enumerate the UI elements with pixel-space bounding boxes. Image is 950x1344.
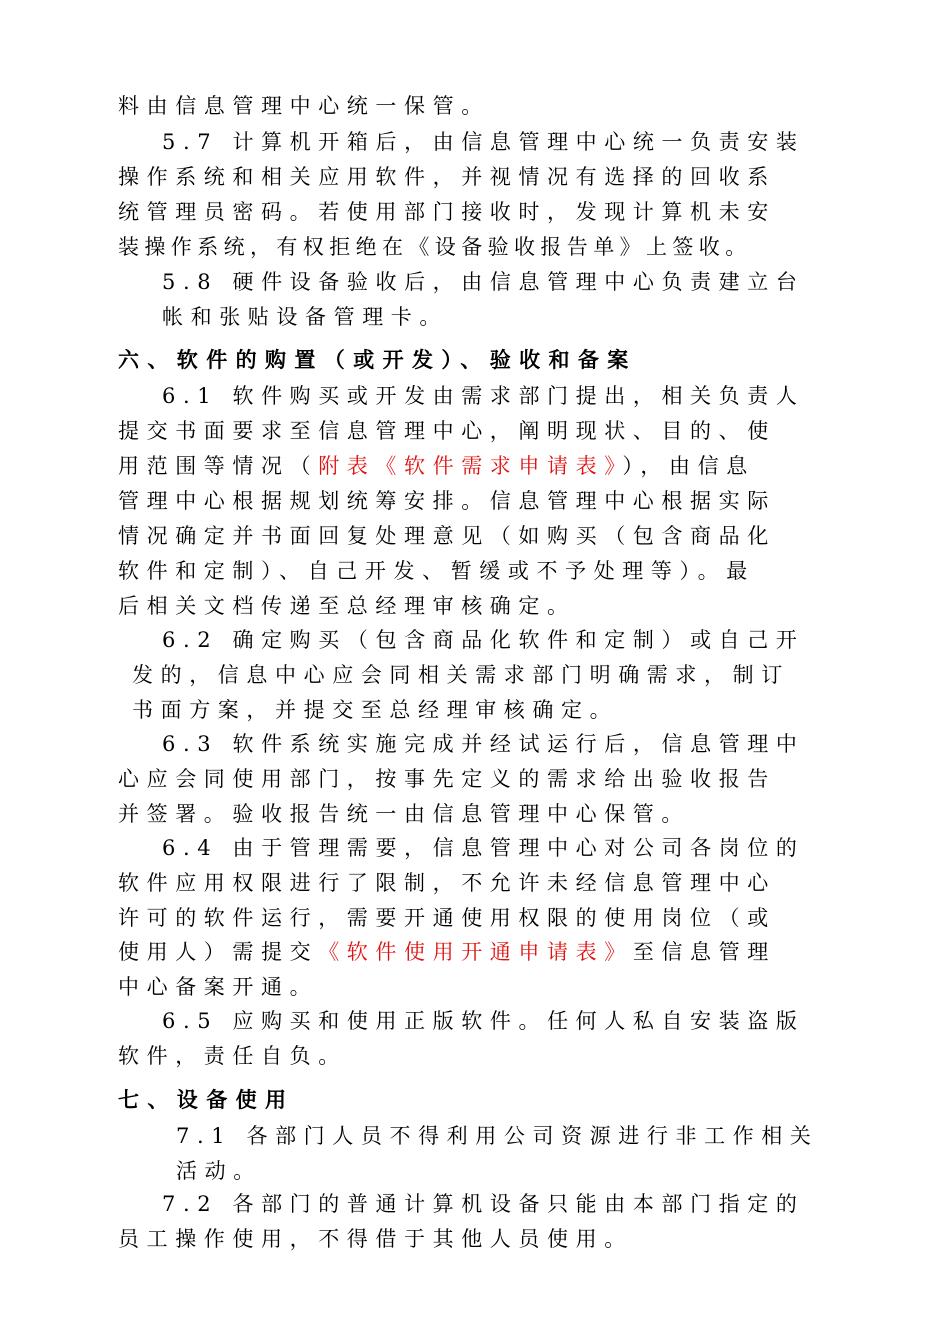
s6-3-line-2: 心应会同使用部门，按事先定义的需求给出验收报告 [118,767,776,791]
s5-8-line-2: 帐和张贴设备管理卡。 [162,305,448,329]
s6-5-line-1: 6.5 应购买和使用正版软件。任何人私自安装盗版 [162,1009,805,1033]
s6-2-line-2: 发的，信息中心应会同相关需求部门明确需求，制订 [132,663,790,687]
s6-3-line-3: 并签署。验收报告统一由信息管理中心保管。 [118,802,690,826]
s6-5-line-2: 软件，责任自负。 [118,1044,347,1068]
s6-1-line-3-text-a: 用范围等情况（ [118,454,319,478]
s6-1-line-4: 管理中心根据规划统筹安排。信息管理中心根据实际 [118,489,776,513]
s6-1-line-1: 6.1 软件购买或开发由需求部门提出，相关负责人 [162,384,805,408]
s6-3-line-1: 6.3 软件系统实施完成并经试运行后，信息管理中 [162,732,805,756]
software-request-form-ref: 附表《软件需求申请表》 [318,454,623,478]
s6-4-line-1: 6.4 由于管理需要，信息管理中心对公司各岗位的 [162,836,805,860]
s6-4-line-4 [118,938,776,966]
s5-7-line-3: 统管理员密码。若使用部门接收时，发现计算机未安 [118,200,776,224]
s6-4-line-4-text-a: 使用人）需提交 [118,940,319,964]
s6-4-line-3: 许可的软件运行，需要开通使用权限的使用岗位（或 [118,906,776,930]
s6-1-line-5: 情况确定并书面回复处理意见（如购买（包含商品化 [118,524,776,548]
s5-cont-line-1: 料由信息管理中心统一保管。 [118,94,490,118]
s6-2-line-1: 6.2 确定购买（包含商品化软件和定制）或自己开 [162,628,805,652]
s7-1-line-1: 7.1 各部门人员不得利用公司资源进行非工作相关 [176,1124,819,1148]
section-7-heading: 七、设备使用 [118,1087,295,1112]
s6-1-line-3-text-b: ），由信息 [622,454,755,478]
s6-4-line-5: 中心备案开通。 [118,975,319,999]
s6-1-line-2: 提交书面要求至信息管理中心，阐明现状、目的、使 [118,419,776,443]
s6-1-line-6: 软件和定制）、自己开发、暂缓或不予处理等）。最 [118,559,755,583]
s5-7-line-1: 5.7 计算机开箱后，由信息管理中心统一负责安装 [162,130,805,154]
section-6-heading: 六、软件的购置（或开发）、验收和备案 [118,347,637,372]
s6-1-line-3 [118,452,755,480]
s5-7-line-2: 操作系统和相关应用软件，并视情况有选择的回收系 [118,165,776,189]
s7-1-line-2: 活动。 [176,1159,262,1183]
s5-7-line-4: 装操作系统，有权拒绝在《设备验收报告单》上签收。 [118,235,752,259]
s6-4-line-2: 软件应用权限进行了限制，不允许未经信息管理中心 [118,871,776,895]
s6-2-line-3: 书面方案，并提交至总经理审核确定。 [132,698,619,722]
s7-2-line-2: 员工操作使用，不得借于其他人员使用。 [118,1227,633,1251]
s6-4-line-4-text-b: 至信息管理 [632,940,776,964]
software-access-form-ref: 《软件使用开通申请表》 [318,940,633,964]
s6-1-line-7: 后相关文档传递至总经理审核确定。 [118,594,576,618]
s7-2-line-1: 7.2 各部门的普通计算机设备只能由本部门指定的 [162,1192,805,1216]
s5-8-line-1: 5.8 硬件设备验收后，由信息管理中心负责建立台 [162,270,805,294]
